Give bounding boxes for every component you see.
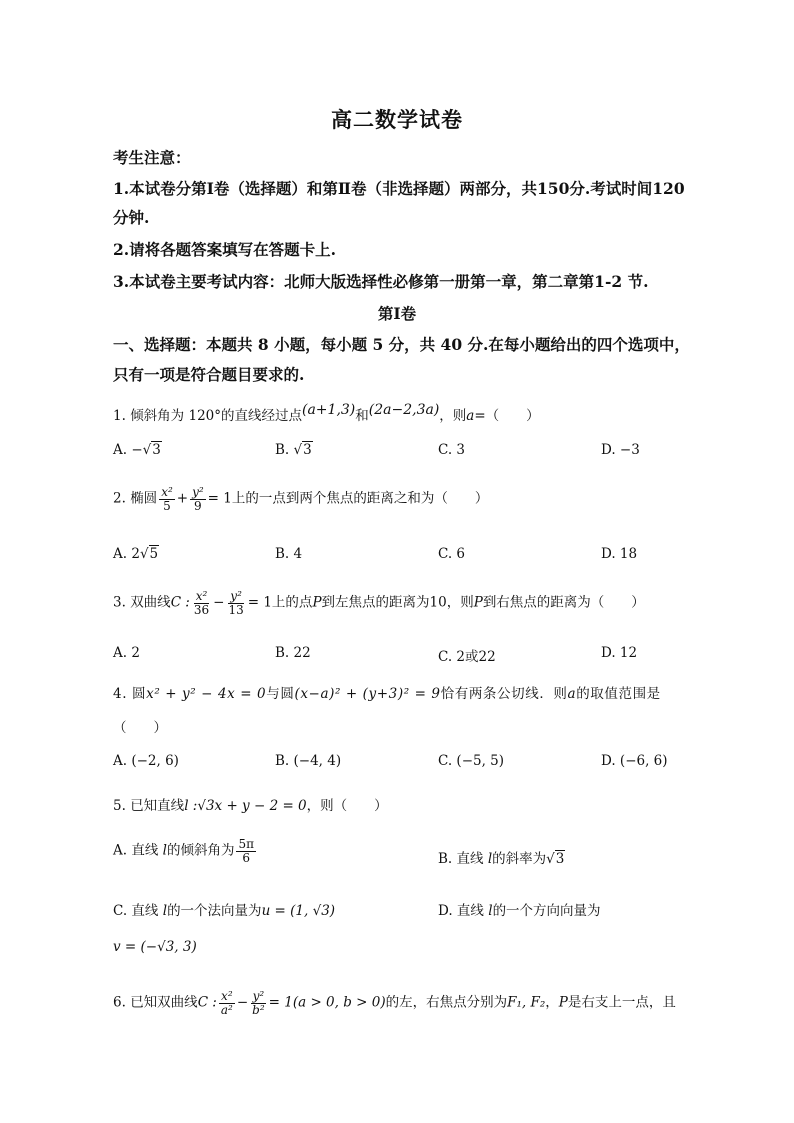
q2-option-d: D. 18 [601, 546, 638, 562]
section-heading-cont: 只有一项是符合题目要求的. [113, 365, 305, 384]
question-1 [113, 404, 540, 424]
q1-option-d: D. −3 [601, 442, 640, 458]
q2-fraction-2: $\frac{\text{y²}}{9}$ [192, 485, 204, 513]
q3-option-c: C. 2或22 [438, 649, 496, 665]
q6-fraction-2: $\frac{\text{y²}}{\text{b²}}$ [252, 989, 265, 1017]
q4-paren: （ ） [113, 720, 167, 736]
q6-fraction-1: $\frac{\text{x²}}{\text{a²}}$ [220, 989, 233, 1017]
question-5: 5. 已知直线l :√3x + y − 2 = 0，则（ ） [113, 798, 388, 814]
q1-number: 1. [113, 408, 126, 424]
q5-option-d: D. 直线 l的一个方向向量为 [438, 903, 601, 919]
q3-fraction-1: $\frac{\text{x²}}{36}$ [193, 589, 210, 617]
q1-option-a: A. −√3 [113, 442, 161, 458]
q1-then: ，则 [439, 408, 467, 424]
q5-option-a: A. 直线 l的倾斜角为 $\frac{5\pi}{6}$ [113, 837, 254, 865]
q5-option-b: B. 直线 l的斜率为√3 [438, 851, 565, 867]
question-2: 2. 椭圆 $\frac{\text{x²}}{5}$ + $\frac{\text{y²}}{9}$ = 1上的一点到两个焦点的距离之和为（ ） [113, 485, 489, 513]
page-title: 高二数学试卷 [331, 107, 463, 132]
q3-option-b: B. 22 [275, 645, 311, 661]
q2-option-a: A. 2√5 [113, 546, 159, 562]
notice-1-cont: 分钟. [113, 208, 150, 227]
q4-option-c: C. (−5, 5) [438, 753, 505, 769]
notice-2: 2.请将各题答案填写在答题卡上. [113, 240, 337, 259]
q1-point-2: (2a−2,3a) [368, 402, 440, 418]
question-4: 4. 圆x² + y² − 4x = 0与圆(x−a)² + (y+3)² = 9恰有两条公切线．则a的取值范围是 [113, 686, 661, 702]
q3-option-a: A. 2 [113, 645, 140, 661]
q1-paren: （ ） [485, 408, 540, 424]
q1-var: a= [466, 408, 486, 424]
notice-3: 3.本试卷主要考试内容：北师大版选择性必修第一册第一章，第二章第1-2 节. [113, 272, 649, 291]
q3-fraction-2: $\frac{\text{y²}}{13}$ [228, 589, 244, 617]
q4-option-b: B. (−4, 4) [275, 753, 342, 769]
section-heading: 一、选择题：本题共 8 小题，每小题 5 分，共 40 分.在每小题给出的四个选项中， [113, 335, 690, 354]
notice-heading: 考生注意： [113, 148, 191, 167]
q2-option-b: B. 4 [275, 546, 303, 562]
question-3: 3. 双曲线C : $\frac{\text{x²}}{36}$ − $\frac{\text{y²}}{13}$ = 1上的点P到左焦点的距离为10，则P到右焦点的距离为（ ） [113, 589, 645, 617]
q1-text: 倾斜角为 120°的直线经过点 [130, 408, 302, 424]
q3-option-d: D. 12 [601, 645, 638, 661]
q4-option-a: A. (−2, 6) [113, 753, 179, 769]
q1-option-c: C. 3 [438, 442, 466, 458]
q4-option-d: D. (−6, 6) [601, 753, 668, 769]
question-6: 6. 已知双曲线C : $\frac{\text{x²}}{\text{a²}}$ − $\frac{\text{y²}}{\text{b²}}$ = 1(a > 0, b > 0)的左，右焦点分别为F₁, F₂，P是右支上一点，且 [113, 989, 676, 1017]
q2-option-c: C. 6 [438, 546, 466, 562]
part-title: 第Ⅰ卷 [377, 304, 417, 323]
q1-option-b: B. √3 [275, 442, 312, 458]
q2-fraction-1: $\frac{\text{x²}}{5}$ [161, 485, 173, 513]
q1-point-1: (a+1,3) [302, 402, 356, 418]
q5-option-d-vector: v = (−√3, 3) [113, 939, 197, 955]
q1-and: 和 [355, 408, 369, 424]
notice-1: 1.本试卷分第Ⅰ卷（选择题）和第Ⅱ卷（非选择题）两部分，共150分.考试时间120 [113, 179, 685, 198]
q5-option-c: C. 直线 l的一个法向量为u = (1, √3) [113, 903, 336, 919]
